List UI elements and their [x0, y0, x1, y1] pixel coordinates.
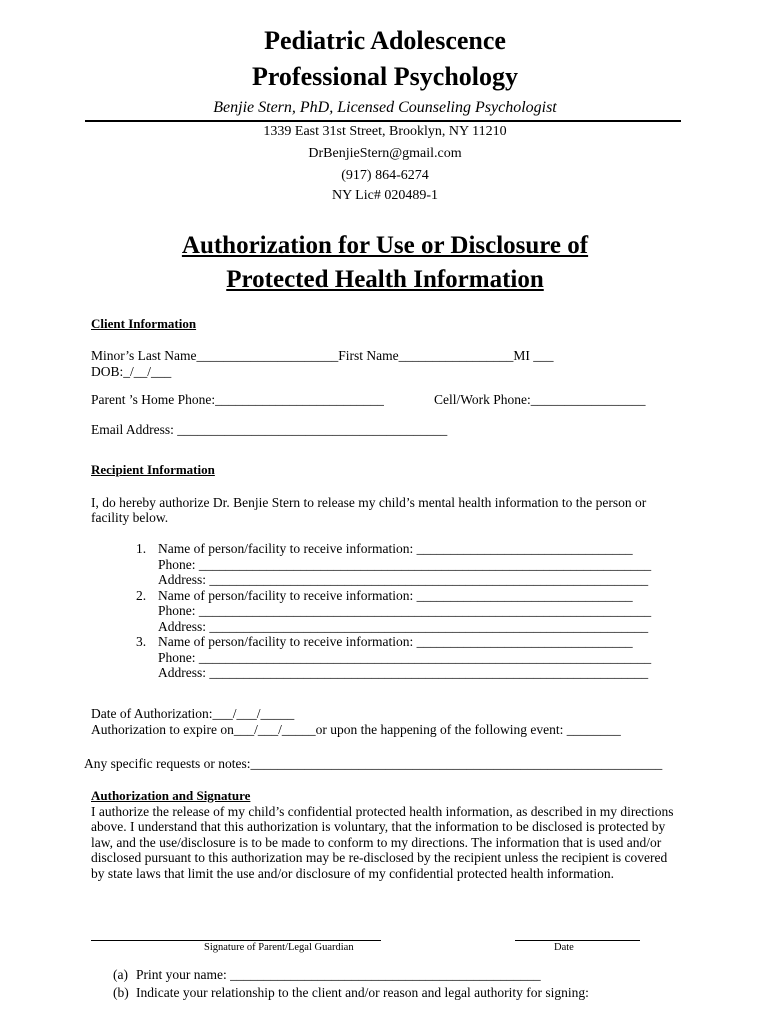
recipient-phone-field: Phone: ___________________________________________________________________ [158, 603, 652, 618]
recipient-number: 1. [136, 541, 147, 556]
recipient-number: 2. [136, 588, 147, 603]
item-marker: (a) [113, 967, 128, 982]
recipient-name-field: Name of person/facility to receive information: ________________________________ [158, 541, 633, 556]
practice-phone: (917) 864-6274 [341, 168, 429, 183]
minor-name-field: Minor’s Last Name_____________________First Name_________________MI ___ [91, 348, 554, 363]
recipient-address-field: Address: _________________________________________________________________ [158, 665, 649, 680]
form-title-line2: Protected Health Information [226, 266, 544, 293]
date-caption: Date [554, 942, 574, 953]
expiration-field: Authorization to expire on___/___/_____or upon the happening of the following event: ________ [91, 722, 621, 737]
recipient-phone-field: Phone: ___________________________________________________________________ [158, 557, 652, 572]
date-of-authorization-field: Date of Authorization:___/___/_____ [91, 706, 295, 721]
recipient-address-field: Address: _________________________________________________________________ [158, 619, 649, 634]
recipient-number: 3. [136, 634, 147, 649]
notes-field: Any specific requests or notes:_____________________________________________________________ [84, 756, 663, 771]
recipient-information-heading: Recipient Information [91, 462, 215, 477]
recipient-name-field: Name of person/facility to receive information: ________________________________ [158, 588, 633, 603]
practice-name-line1: Pediatric Adolescence [264, 26, 506, 55]
form-title-line1: Authorization for Use or Disclosure of [181, 232, 589, 259]
practice-name-line2: Professional Psychology [251, 62, 519, 91]
cell-phone-field: Cell/Work Phone:_________________ [434, 392, 646, 407]
relationship-field: Indicate your relationship to the client and/or reason and legal authority for signing: [136, 985, 589, 1000]
email-address-field: Email Address: ________________________________________ [91, 422, 448, 437]
date-line [515, 940, 640, 941]
practice-email: DrBenjieStern@gmail.com [308, 146, 462, 161]
client-information-heading: Client Information [91, 316, 197, 331]
letterhead-divider [85, 120, 681, 122]
item-marker: (b) [113, 985, 129, 1000]
recipient-phone-field: Phone: ___________________________________________________________________ [158, 650, 652, 665]
authorization-signature-heading: Authorization and Signature [91, 788, 251, 803]
recipient-address-field: Address: _________________________________________________________________ [158, 572, 649, 587]
dob-field: DOB:_/__/___ [91, 364, 172, 379]
print-name-field: Print your name: ______________________________________________ [136, 967, 541, 982]
signature-caption: Signature of Parent/Legal Guardian [204, 942, 354, 953]
authorization-statement: I authorize the release of my child’s confidential protected health information, as described in my directions above. I understand that this authorization is voluntary, that the information to be disclosed is protected by law, and the use/disclosure is to be made to conform to my directions. The information that is used and/or disclosed pursuant to this authorization may be re-disclosed by the recipient unless the recipient is covered by state laws that limit the use and/or disclosure of my confidential protected health information. [91, 804, 674, 881]
practice-license: NY Lic# 020489-1 [331, 188, 439, 203]
practice-address: 1339 East 31st Street, Brooklyn, NY 11210 [263, 124, 507, 139]
home-phone-field: Parent ’s Home Phone:_________________________ [91, 392, 384, 407]
recipient-name-field: Name of person/facility to receive information: ________________________________ [158, 634, 633, 649]
recipient-intro: I, do hereby authorize Dr. Benjie Stern to release my child’s mental health information to the person or facility below. [91, 495, 647, 526]
provider-credentials: Benjie Stern, PhD, Licensed Counseling Psychologist [213, 99, 557, 116]
signature-line [91, 940, 381, 941]
